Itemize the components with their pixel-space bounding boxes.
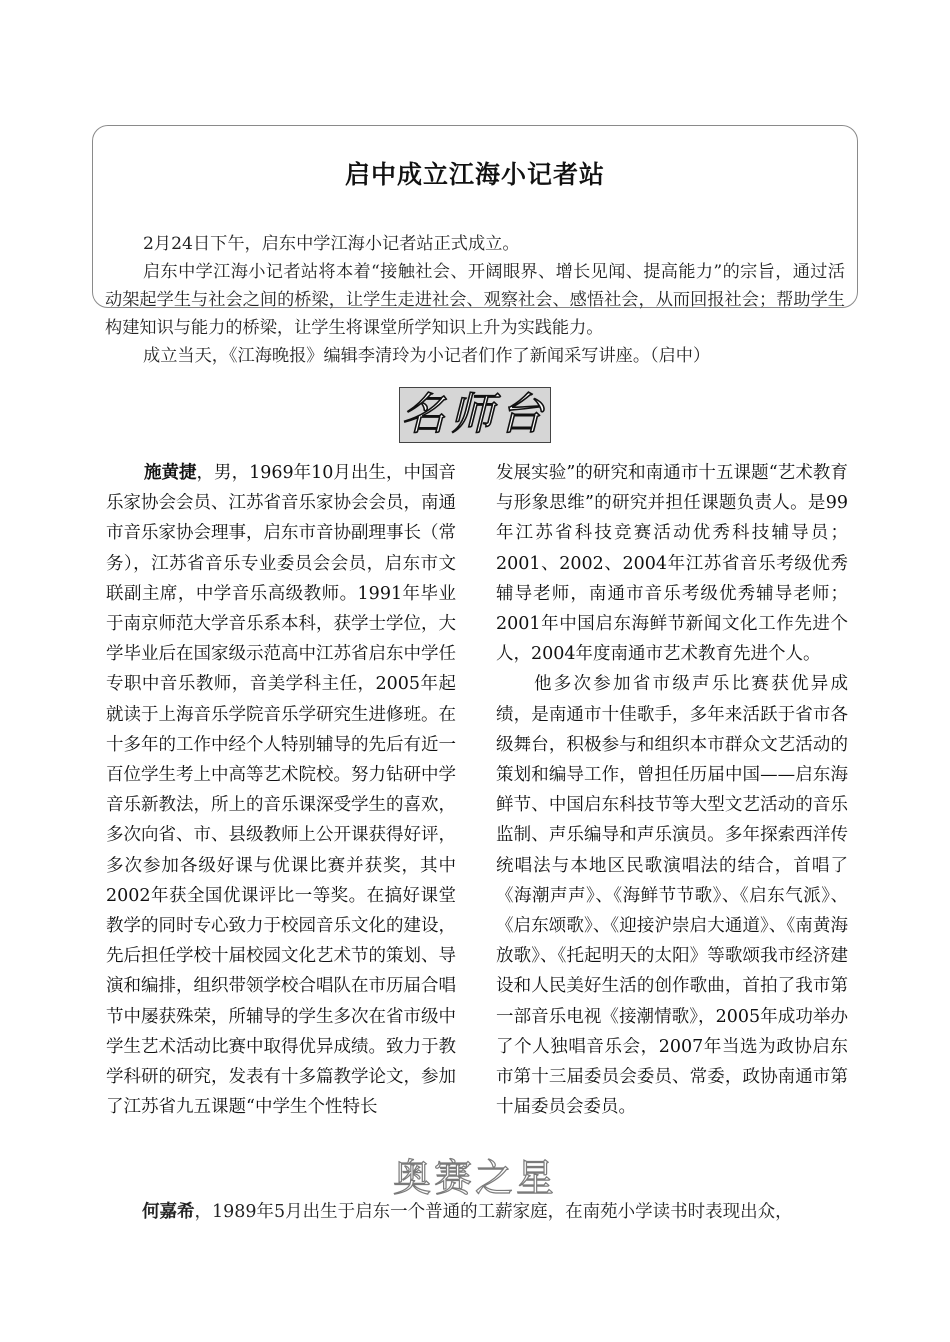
teacher-paragraph-2: 他多次参加省市级声乐比赛获优异成绩，是南通市十佳歌手，多年来活跃于省市各级舞台，积极参与和组织本市群众文艺活动的策划和编导工作，曾担任历届中国——启东海鲜节、中国启东科技节等大型文艺活动的音乐监制、声乐编导和声乐演员。多年探索西洋传统唱法与本地区民歌演唱法的结合，首唱了《海潮声声》、《海鲜节节歌》、《启东气派》、《启东颂歌》、《迎接沪崇启大通道》、《南黄海放歌》、《托起明天的太阳》等歌颂我市经济建设和人民美好生活的创作歌曲，首拍了我市第一部音乐电视《接潮情歌》，2005年成功举办了个人独唱音乐会，2007年当选为政协启东市第十三届委员会委员、常委，政协南通市第十届委员会委员。 bbox=[496, 674, 848, 1118]
star-section-title: 奥赛之星 bbox=[392, 1156, 557, 1200]
teacher-intro: ，男，1969年10月出生，中国音乐家协会会员、江苏省音乐家协会会员，南通市音乐家协会理事，启东市音协副理事长（常务），江苏省音乐专业委员会会员，启东市文联副主席，中学音乐高级教师。1991年毕业于南京师范大学音乐系本科，获学士学位，大学毕业后在国家级示范高中江苏省启东中学任专职中音乐教师，音美学科主任，2005年起就读于上海音乐学院音乐学研究生进修班。在十多年的工作中经个人特别辅导的先后有近一百位学生考上中高等艺术院校。努力钻研中学音乐新教法，所上的音乐课深受学生的喜欢，多次向省、市、县级教师上公开课获得好评，多次参加各级好课与优课比赛并获奖，其中2002年获全国优课评比一等奖。在搞好课堂教学的同时专心致力于校园音乐文化的建设，先后担任学校十届校园文化艺术节的策划、导演和编排，组织带领学校合唱队在市历届合唱节中屡获殊荣，所辅导的学生多次在省市级中学生艺术活动比赛中取得优异成绩。致力于教学科研的研究，发表有十多篇教学论文，参加了江苏省九五课题“中学生个性特长 bbox=[106, 463, 457, 1118]
news-title: 启中成立江海小记者站 bbox=[344, 160, 605, 189]
star-paragraph bbox=[142, 1197, 882, 1227]
star-intro: ，1989年5月出生于启东一个普通的工薪家庭，在南苑小学读书时表现出众， bbox=[194, 1202, 793, 1222]
teacher-name: 施黄捷 bbox=[144, 463, 197, 483]
news-paragraph-3: 成立当天，《江海晚报》编辑李清玲为小记者们作了新闻采写讲座。（启中） bbox=[143, 346, 711, 366]
star-name: 何嘉希 bbox=[142, 1202, 195, 1222]
teacher-column-left bbox=[106, 458, 456, 1122]
teacher-intro-continued: 发展实验”的研究和南通市十五课题“艺术教育与形象思维”的研究并担任课题负责人。是99年江苏省科技竞赛活动优秀科技辅导员；2001、2002、2004年江苏省音乐考级优秀辅导老师，南通市音乐考级优秀辅导老师；2001年中国启东海鲜节新闻文化工作先进个人，2004年度南通市艺术教育先进个人。 bbox=[496, 463, 848, 665]
news-paragraph-1: 2月24日下午，启东中学江海小记者站正式成立。 bbox=[143, 234, 520, 254]
section-title: 名师台 bbox=[401, 389, 548, 440]
teacher-paragraph-1 bbox=[106, 458, 456, 1122]
teacher-column-right bbox=[496, 458, 848, 1122]
news-paragraph-2: 启东中学江海小记者站将本着“接触社会、开阔眼界、增长见闻、提高能力”的宗旨，通过活动架起学生与社会之间的桥梁，让学生走进社会、观察社会、感悟社会，从而回报社会；帮助学生构建知识与能力的桥梁，让学生将课堂所学知识上升为实践能力。 bbox=[105, 262, 845, 338]
